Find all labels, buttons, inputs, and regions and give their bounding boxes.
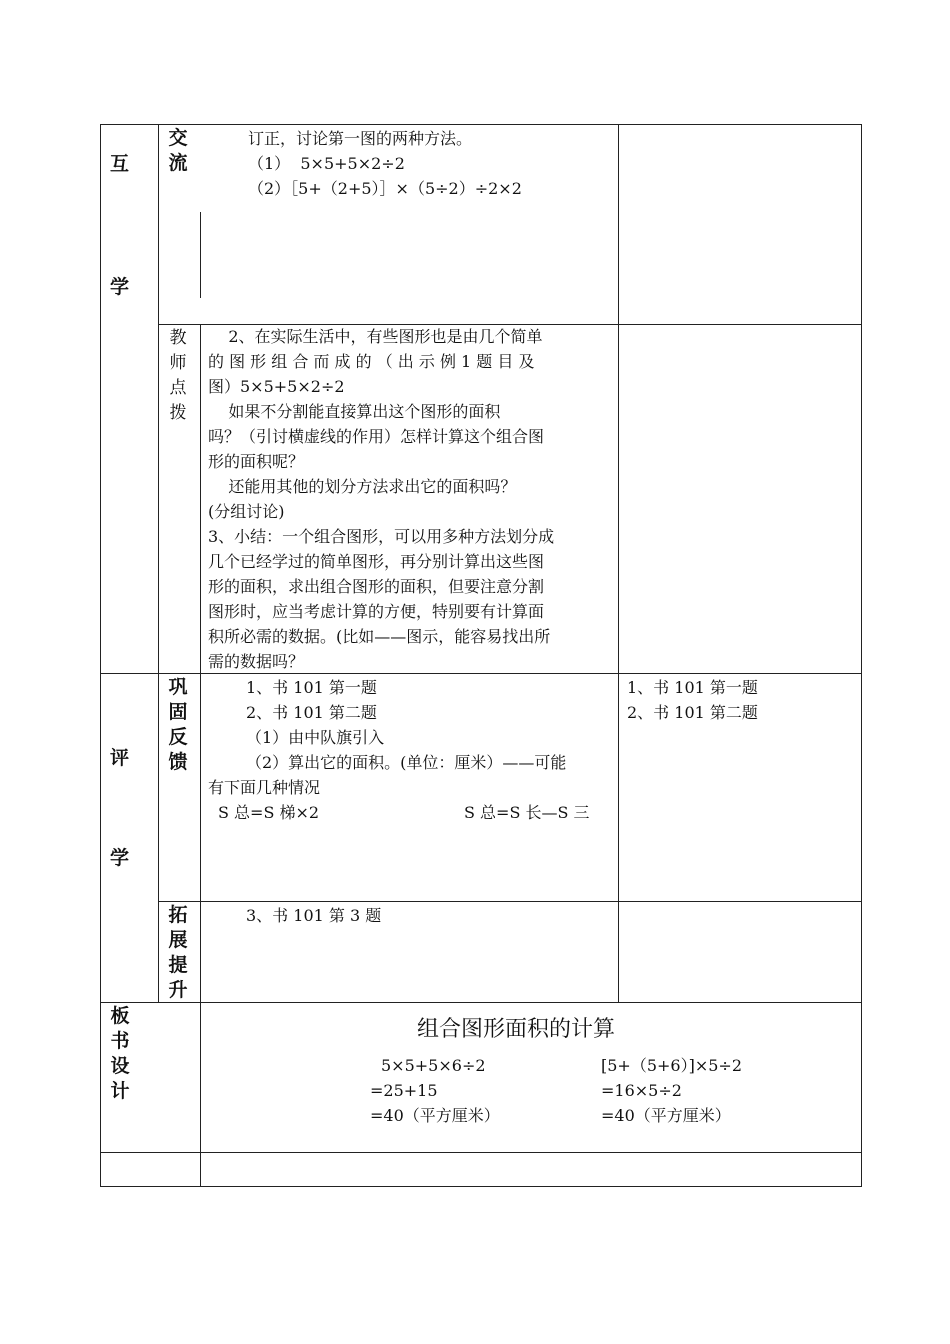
- gonggu-line-5: 有下面几种情况: [208, 778, 321, 797]
- col-divider-2-short: [200, 212, 201, 298]
- table-border-right: [861, 124, 862, 1187]
- dianbo-line: 形的面积，求出组合图形的面积，但要注意分割: [208, 577, 545, 596]
- jiaoliu-line-1: 订正，讨论第一图的两种方法。: [248, 129, 473, 148]
- col-divider-2: [200, 324, 201, 1187]
- dianbo-line: 3、小结：一个组合图形，可以用多种方法划分成: [208, 527, 555, 546]
- dianbo-line: 2、在实际生活中，有些图形也是由几个简单: [208, 327, 543, 346]
- section-label-xue-2: 学: [110, 847, 130, 869]
- gonggu-side-line-2: 2、书 101 第二题: [627, 703, 758, 722]
- table-border-bottom: [100, 1186, 862, 1187]
- dianbo-line: 形的面积呢？: [208, 452, 305, 471]
- board-left-line-1: 5×5+5×6÷2: [381, 1056, 486, 1075]
- col-divider-3: [618, 124, 619, 1002]
- section-label-banshu: 板 书 设 计: [110, 1005, 130, 1102]
- board-title: 组合图形面积的计算: [417, 1017, 616, 1042]
- gonggu-side-line-1: 1、书 101 第一题: [627, 678, 758, 697]
- gonggu-line-4: （2）算出它的面积。(单位：厘米）——可能: [246, 753, 567, 772]
- table-border-top: [100, 124, 862, 125]
- subsection-label-jiaoliu: 交 流: [168, 127, 188, 174]
- board-left-line-2: =25+15: [370, 1081, 438, 1100]
- gonggu-line-2: 2、书 101 第二题: [246, 703, 377, 722]
- jiaoliu-line-2: （1） 5×5+5×2÷2: [248, 154, 405, 173]
- dianbo-line: 图形时，应当考虑计算的方便，特别要有计算面: [208, 602, 545, 621]
- board-right-line-1: [5+（5+6）]×5÷2: [601, 1056, 743, 1075]
- dianbo-line: 还能用其他的划分方法求出它的面积吗？: [208, 477, 517, 496]
- dianbo-line: 如果不分割能直接算出这个图形的面积: [208, 402, 501, 421]
- dianbo-line: 的 图 形 组 合 而 成 的 （ 出 示 例 1 题 目 及: [208, 352, 535, 371]
- jiaoliu-line-3: （2）［5+（2+5）］×（5÷2）÷2×2: [248, 179, 522, 198]
- tuozhan-line-1: 3、书 101 第 3 题: [246, 906, 382, 925]
- board-right-line-2: =16×5÷2: [601, 1081, 682, 1100]
- dianbo-line: 吗？（引讨横虚线的作用）怎样计算这个组合图: [208, 427, 545, 446]
- row-divider-4: [100, 1002, 862, 1003]
- gonggu-line-3: （1）由中队旗引入: [246, 728, 385, 747]
- table-border-left: [100, 124, 101, 1187]
- dianbo-line: 几个已经学过的简单图形，再分别计算出这些图: [208, 552, 545, 571]
- dianbo-line: 需的数据吗？: [208, 652, 305, 671]
- row-divider-5: [100, 1152, 862, 1153]
- row-divider-3: [158, 901, 862, 902]
- section-label-ping: 评: [110, 747, 130, 769]
- dianbo-line: (分组讨论): [208, 502, 285, 521]
- gonggu-line-1: 1、书 101 第一题: [246, 678, 377, 697]
- section-label-hu: 互: [110, 153, 130, 175]
- section-label-xue-1: 学: [110, 276, 130, 298]
- subsection-label-dianbo: 教 师 点 拨: [169, 328, 187, 423]
- subsection-label-tuozhan: 拓 展 提 升: [168, 904, 188, 1001]
- dianbo-line: 图）5×5+5×2÷2: [208, 377, 345, 396]
- dianbo-line: 积所必需的数据。(比如——图示，能容易找出所: [208, 627, 551, 646]
- gonggu-formula-left: S 总=S 梯×2: [218, 803, 320, 822]
- col-divider-1: [158, 124, 159, 1002]
- board-left-line-3: =40（平方厘米）: [370, 1106, 500, 1125]
- subsection-label-gonggu: 巩 固 反 馈: [168, 676, 188, 773]
- gonggu-formula-right: S 总=S 长—S 三: [464, 803, 590, 822]
- board-right-line-3: =40（平方厘米）: [601, 1106, 731, 1125]
